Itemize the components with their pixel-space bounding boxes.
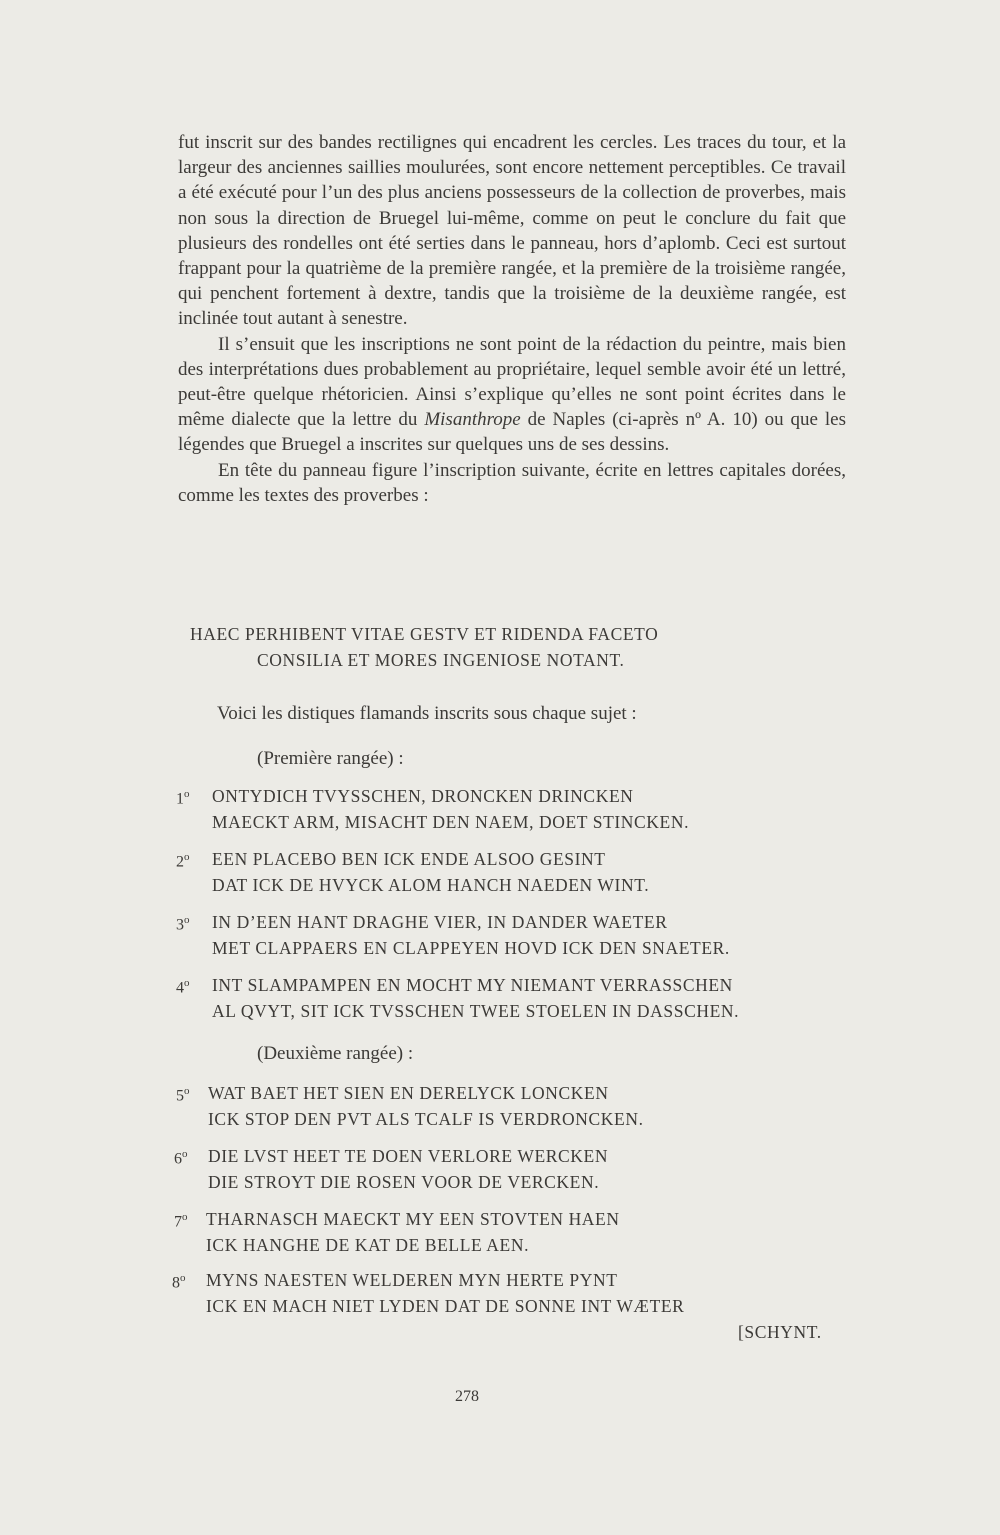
page-number: 278 (455, 1388, 479, 1405)
paragraph-2-text: Il s’ensuit que les inscriptions ne sont point de la rédaction du peintre, mais bien des interprétations dues probablement au propriétaire, lequel semble avoir été un lettré, peut-être quelque rhétoricien. Ainsi s’explique qu’elles ne sont point écrites dans le même dialecte que la lettre du (178, 333, 846, 431)
distich-line: ICK EN MACH NIET LYDEN DAT DE SONNE INT WÆTER (206, 1296, 685, 1316)
distich-line-continuation: [SCHYNT. (738, 1322, 822, 1342)
distich-line: AL QVYT, SIT ICK TVSSCHEN TWEE STOELEN IN DASSCHEN. (212, 1001, 740, 1021)
row-2-heading: (Deuxième rangée) : (257, 1043, 414, 1064)
distich-number: 3$^o$ (176, 914, 190, 934)
paragraph-2-text-end: de Naples (ci-après nº A. 10) ou que les légendes que Bruegel a inscrites sur quelques uns de ses dessins. (178, 409, 847, 456)
distich-line: WAT BAET HET SIEN EN DERELYCK LONCKEN (208, 1083, 609, 1103)
distich-line: ICK HANGHE DE KAT DE BELLE AEN. (206, 1235, 530, 1255)
body-text (178, 130, 846, 508)
misanthrope-title: Misanthrope (424, 409, 521, 431)
distich-line: MAECKT ARM, MISACHT DEN NAEM, DOET STINCKEN. (212, 812, 690, 832)
distich-number: 1$^o$ (176, 788, 190, 808)
intro-distichs: Voici les distiques flamands inscrits sous chaque sujet : (217, 703, 637, 724)
latin-inscription-line-2: CONSILIA ET MORES INGENIOSE NOTANT. (257, 650, 625, 670)
distich-line: ONTYDICH TVYSSCHEN, DRONCKEN DRINCKEN (212, 786, 634, 806)
paragraph-3: En tête du panneau figure l’inscription suivante, écrite en lettres capitales dorées, comme les textes des proverbes : (178, 459, 846, 506)
distich-number: 2$^o$ (176, 851, 190, 871)
distich-number: 7$^o$ (174, 1211, 188, 1231)
distich-line: IN D’EEN HANT DRAGHE VIER, IN DANDER WAETER (212, 912, 668, 932)
distich-number: 5$^o$ (176, 1085, 190, 1105)
distich-line: DIE STROYT DIE ROSEN VOOR DE VERCKEN. (208, 1172, 600, 1192)
distich-number: 8$^o$ (172, 1272, 186, 1292)
distich-line: THARNASCH MAECKT MY EEN STOVTEN HAEN (206, 1209, 620, 1229)
distich-line: INT SLAMPAMPEN EN MOCHT MY NIEMANT VERRASSCHEN (212, 975, 733, 995)
latin-inscription-line-1: HAEC PERHIBENT VITAE GESTV ET RIDENDA FACETO (190, 624, 659, 644)
distich-line: MET CLAPPAERS EN CLAPPEYEN HOVD ICK DEN SNAETER. (212, 938, 730, 958)
row-1-heading: (Première rangée) : (257, 748, 404, 769)
distich-line: DIE LVST HEET TE DOEN VERLORE WERCKEN (208, 1146, 609, 1166)
paragraph-2 (178, 332, 846, 458)
distich-line: EEN PLACEBO BEN ICK ENDE ALSOO GESINT (212, 849, 606, 869)
distich-line: ICK STOP DEN PVT ALS TCALF IS VERDRONCKEN. (208, 1109, 644, 1129)
distich-number: 4$^o$ (176, 977, 190, 997)
distich-line: DAT ICK DE HVYCK ALOM HANCH NAEDEN WINT. (212, 875, 650, 895)
distich-line: MYNS NAESTEN WELDEREN MYN HERTE PYNT (206, 1270, 618, 1290)
distich-number: 6$^o$ (174, 1148, 188, 1168)
paragraph-1: fut inscrit sur des bandes rectilignes qui encadrent les cercles. Les traces du tour, et la largeur des anciennes saillies moulurées, sont encore nettement perceptibles. Ce travail a été exécuté pour l’un des plus anciens possesseurs de la collection de proverbes, mais non sous la direction de Bruegel lui-même, comme on peut le conclure du fait que plusieurs des rondelles ont été serties dans le panneau, hors d’aplomb. Ceci est surtout frappant pour la quatrième de la première rangée, et la première de la troisième rangée, qui penchent fortement à dextre, tandis que la troisième de la deuxième rangée, est inclinée tout autant à senestre. (178, 132, 846, 330)
